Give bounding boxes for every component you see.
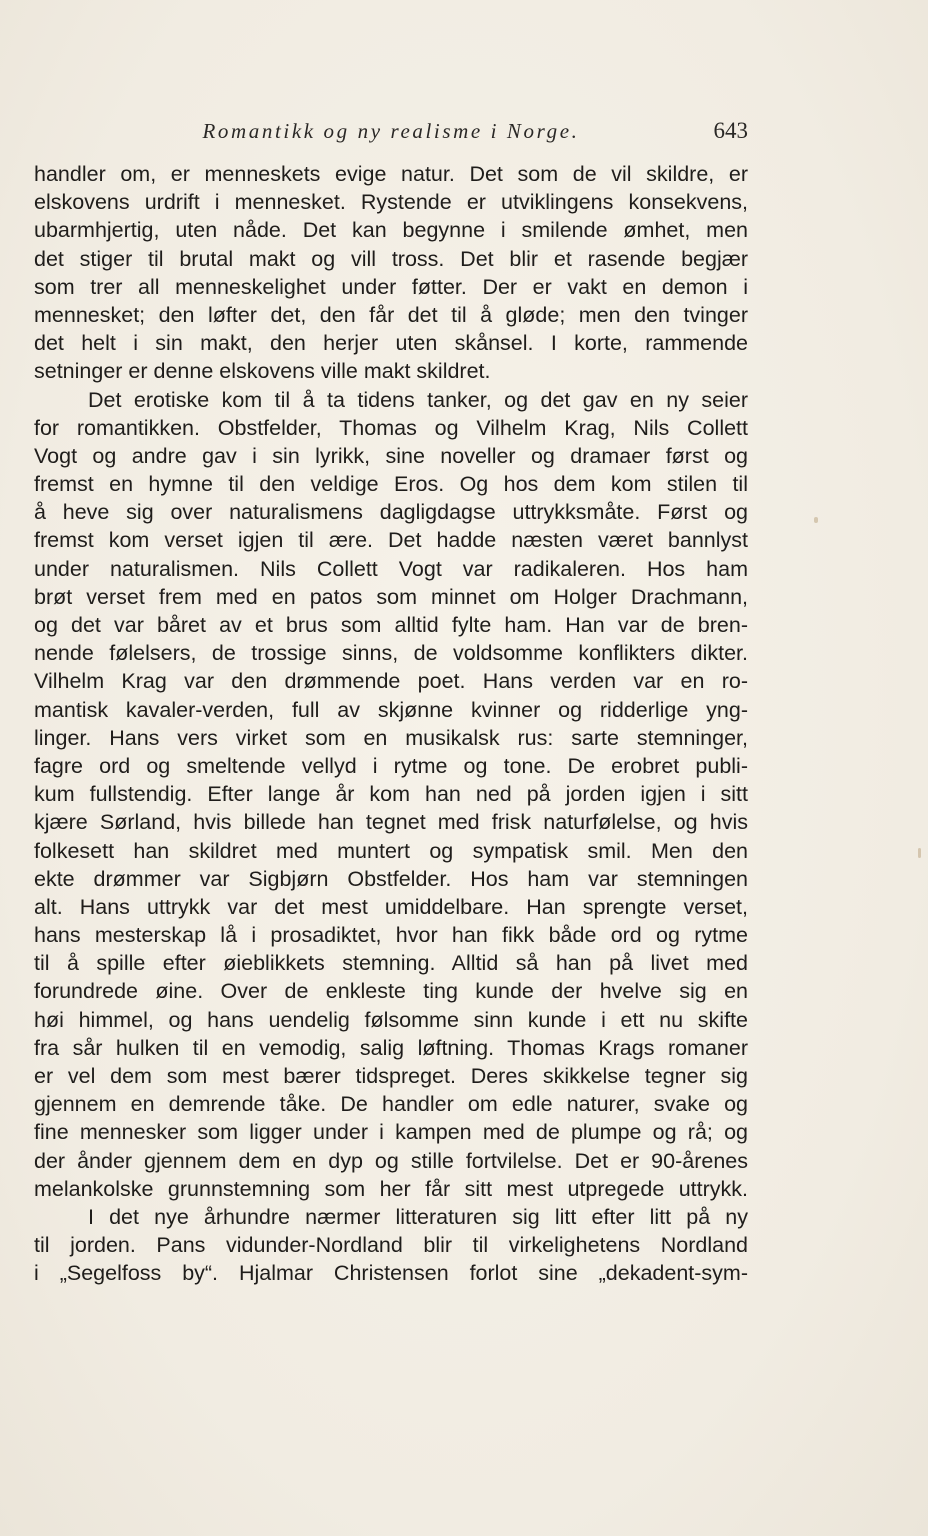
text-line: Vilhelm Krag var den drømmende poet. Hans verden var en ro- (34, 669, 748, 694)
text-line: nende følelsers, de trossige sinns, de voldsomme konflikters dikter. (34, 641, 748, 666)
text-line: folkesett han skildret med muntert og sympatisk smil. Men den (34, 838, 748, 863)
text-line: fremst kom verset igjen til ære. Det hadde næsten været bannlyst (34, 528, 748, 553)
text-line: forundrede øine. Over de enkleste ting kunde der hvelve sig en (34, 979, 748, 1004)
text-line: fra sår hulken til en vemodig, salig løftning. Thomas Krags romaner (34, 1035, 748, 1060)
text-line: gjennem en demrende tåke. De handler om edle naturer, svake og (34, 1092, 748, 1117)
page-number: 643 (713, 118, 748, 143)
text-line: kum fullstendig. Efter lange år kom han ned på jorden igjen i sitt (34, 782, 748, 807)
text-line: setninger er denne elskovens ville makt skildret. (34, 359, 491, 384)
text-line: mantisk kavaler-verden, full av skjønne kvinner og ridderlige yng- (34, 697, 748, 722)
text-line: ubarmhjertig, uten nåde. Det kan begynne i smilende ømhet, men (34, 218, 748, 243)
text-line: i „Segelfoss by“. Hjalmar Christensen forlot sine „dekadent-sym- (34, 1261, 748, 1286)
text-line: hans mesterskap lå i prosadiktet, hvor han fikk både ord og rytme (34, 923, 748, 948)
text-line: til å spille efter øieblikkets stemning. Alltid så han på livet med (34, 951, 748, 976)
text-line: under naturalismen. Nils Collett Vogt var radikaleren. Hos ham (34, 556, 748, 581)
text-line: fagre ord og smeltende vellyd i rytme og tone. De erobret publi- (34, 753, 748, 778)
running-header (34, 113, 748, 149)
text-line: som trer all menneskelighet under føtter. Der er vakt en demon i (34, 274, 748, 299)
running-title: Romantikk og ny realisme i Norge. (202, 119, 580, 143)
text-line: å heve sig over naturalismens dagligdagse uttrykksmåte. Først og (34, 500, 748, 525)
text-line: og det var båret av et brus som alltid fylte ham. Han var de bren- (34, 613, 748, 637)
text-line: det helt i sin makt, den herjer uten skånsel. I korte, rammende (34, 331, 748, 356)
text-line: elskovens urdrift i mennesket. Rystende er utviklingens konsekvens, (34, 190, 748, 215)
text-line: mennesket; den løfter det, den får det til å gløde; men den tvinger (34, 302, 748, 327)
text-line: handler om, er menneskets evige natur. Det som de vil skildre, er (34, 162, 748, 186)
text-line: er vel dem som mest bærer tidspreget. Deres skikkelse tegner sig (34, 1064, 748, 1088)
text-line: til jorden. Pans vidunder-Nordland blir til virkelighetens Nordland (34, 1233, 748, 1258)
text-line: linger. Hans vers virket som en musikalsk rus: sarte stemninger, (34, 725, 748, 750)
text-line: høi himmel, og hans uendelig følsomme sinn kunde i ett nu skifte (34, 1007, 748, 1032)
text-line: der ånder gjennem dem en dyp og stille fortvilelse. Det er 90-årenes (34, 1148, 748, 1173)
text-line: ekte drømmer var Sigbjørn Obstfelder. Hos ham var stemningen (34, 866, 748, 891)
text-line: melankolske grunnstemning som her får sitt mest utpregede uttrykk. (34, 1176, 748, 1201)
text-line: brøt verset frem med en patos som minnet om Holger Drachmann, (34, 584, 748, 609)
paper-speck (814, 517, 818, 523)
text-line: I det nye århundre nærmer litteraturen sig litt efter litt på ny (88, 1204, 748, 1229)
text-line: Det erotiske kom til å ta tidens tanker, og det gav en ny seier (88, 387, 748, 412)
text-line: alt. Hans uttrykk var det mest umiddelbare. Han sprengte verset, (34, 894, 748, 919)
paper-speck (918, 848, 921, 858)
text-line: det stiger til brutal makt og vill tross. Det blir et rasende begjær (34, 246, 748, 271)
text-line: kjære Sørland, hvis billede han tegnet med frisk naturfølelse, og hvis (34, 810, 748, 835)
text-line: fine mennesker som ligger under i kampen med de plumpe og rå; og (34, 1120, 748, 1145)
text-line: fremst en hymne til den veldige Eros. Og hos dem kom stilen til (34, 472, 748, 497)
text-line: for romantikken. Obstfelder, Thomas og Vilhelm Krag, Nils Collett (34, 415, 748, 440)
text-line: Vogt og andre gav i sin lyrikk, sine noveller og dramaer først og (34, 443, 748, 468)
body-text (34, 160, 748, 1288)
